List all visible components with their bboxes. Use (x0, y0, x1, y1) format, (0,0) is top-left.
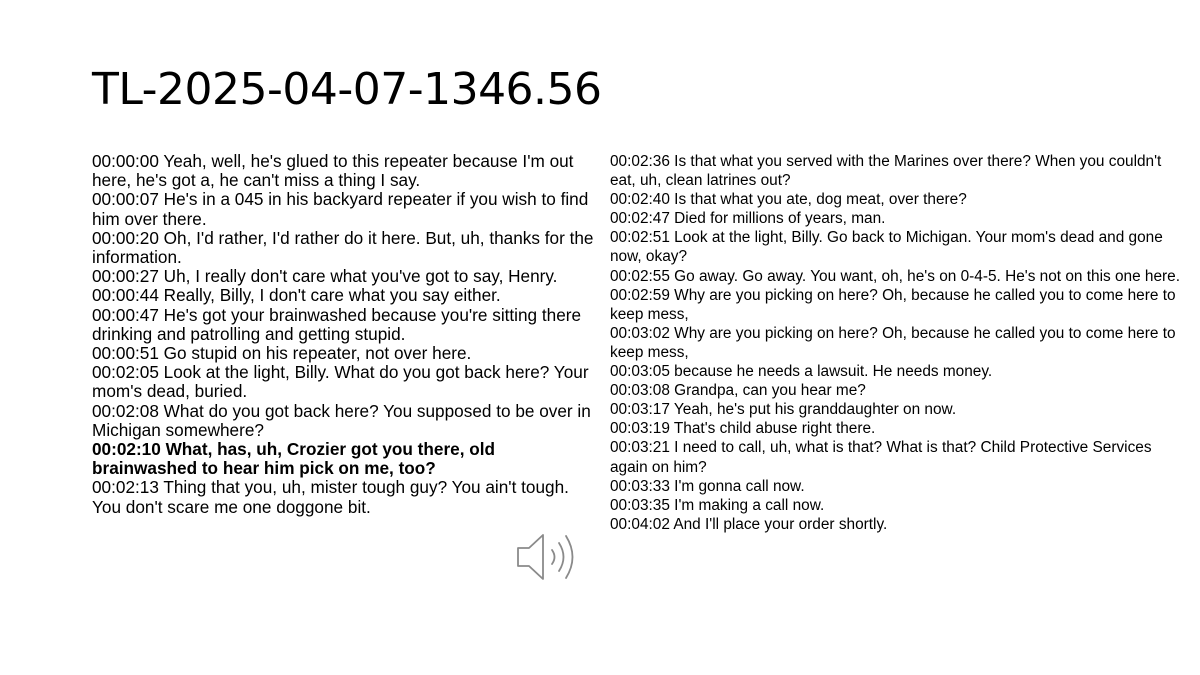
transcript-line: 00:00:07 He's in a 045 in his backyard repeater if you wish to find him over there. (92, 189, 589, 229)
transcript-line: 00:03:21 I need to call, uh, what is that? What is that? Child Protective Services again on him? (610, 439, 1152, 476)
slide-title: TL-2025-04-07-1346.56 (92, 64, 602, 115)
transcript-line: 00:00:00 Yeah, well, he's glued to this repeater because I'm out here, he's got a, he can't miss a thing I say. (92, 151, 574, 191)
transcript-line: 00:02:36 Is that what you served with the Marines over there? When you couldn't eat, uh, clean latrines out? (610, 153, 1162, 190)
transcript-line: 00:00:27 Uh, I really don't care what you've got to say, Henry. (92, 266, 558, 287)
transcript-line-highlighted: 00:02:10 What, has, uh, Crozier got you there, old brainwashed to hear him pick on me, too? (92, 439, 496, 479)
transcript-line: 00:03:35 I'm making a call now. (610, 496, 825, 514)
transcript-line: 00:03:05 because he needs a lawsuit. He needs money. (610, 363, 993, 381)
transcript-line: 00:03:19 That's child abuse right there. (610, 420, 876, 438)
transcript-line: 00:02:51 Look at the light, Billy. Go back to Michigan. Your mom's dead and gone now, okay? (610, 229, 1163, 266)
transcript-line: 00:00:47 He's got your brainwashed because you're sitting there drinking and patrolling and getting stupid. (92, 304, 582, 344)
transcript-line: 00:00:51 Go stupid on his repeater, not over here. (92, 343, 472, 364)
transcript-line: 00:00:20 Oh, I'd rather, I'd rather do it here. But, uh, thanks for the information. (92, 227, 594, 268)
transcript-line: 00:02:08 What do you got back here? You supposed to be over in Michigan somewhere? (92, 400, 591, 440)
speaker-audio-icon[interactable] (512, 527, 586, 587)
transcript-line: 00:02:40 Is that what you ate, dog meat, over there? (610, 191, 967, 209)
transcript-right-column (610, 152, 1185, 534)
transcript-line: 00:00:44 Really, Billy, I don't care what you say either. (92, 285, 501, 306)
transcript-line: 00:02:05 Look at the light, Billy. What do you got back here? Your mom's dead, buried. (92, 362, 589, 402)
transcript-left-column (92, 152, 597, 517)
transcript-line: 00:03:33 I'm gonna call now. (610, 477, 805, 495)
transcript-line: 00:03:02 Why are you picking on here? Oh, because he called you to come here to keep mess, (610, 324, 1176, 361)
transcript-line: 00:03:17 Yeah, he's put his granddaughter on now. (610, 401, 957, 419)
transcript-line: 00:02:59 Why are you picking on here? Oh, because he called you to come here to keep mess, (610, 286, 1176, 323)
transcript-line: 00:02:47 Died for millions of years, man. (610, 210, 886, 228)
transcript-line: 00:04:02 And I'll place your order shortly. (610, 515, 888, 533)
transcript-line: 00:02:55 Go away. Go away. You want, oh, he's on 0-4-5. He's not on this one here. (610, 267, 1180, 285)
transcript-line: 00:02:13 Thing that you, uh, mister tough guy? You ain't tough. You don't scare me one doggone bit. (92, 477, 569, 517)
transcript-line: 00:03:08 Grandpa, can you hear me? (610, 382, 866, 400)
